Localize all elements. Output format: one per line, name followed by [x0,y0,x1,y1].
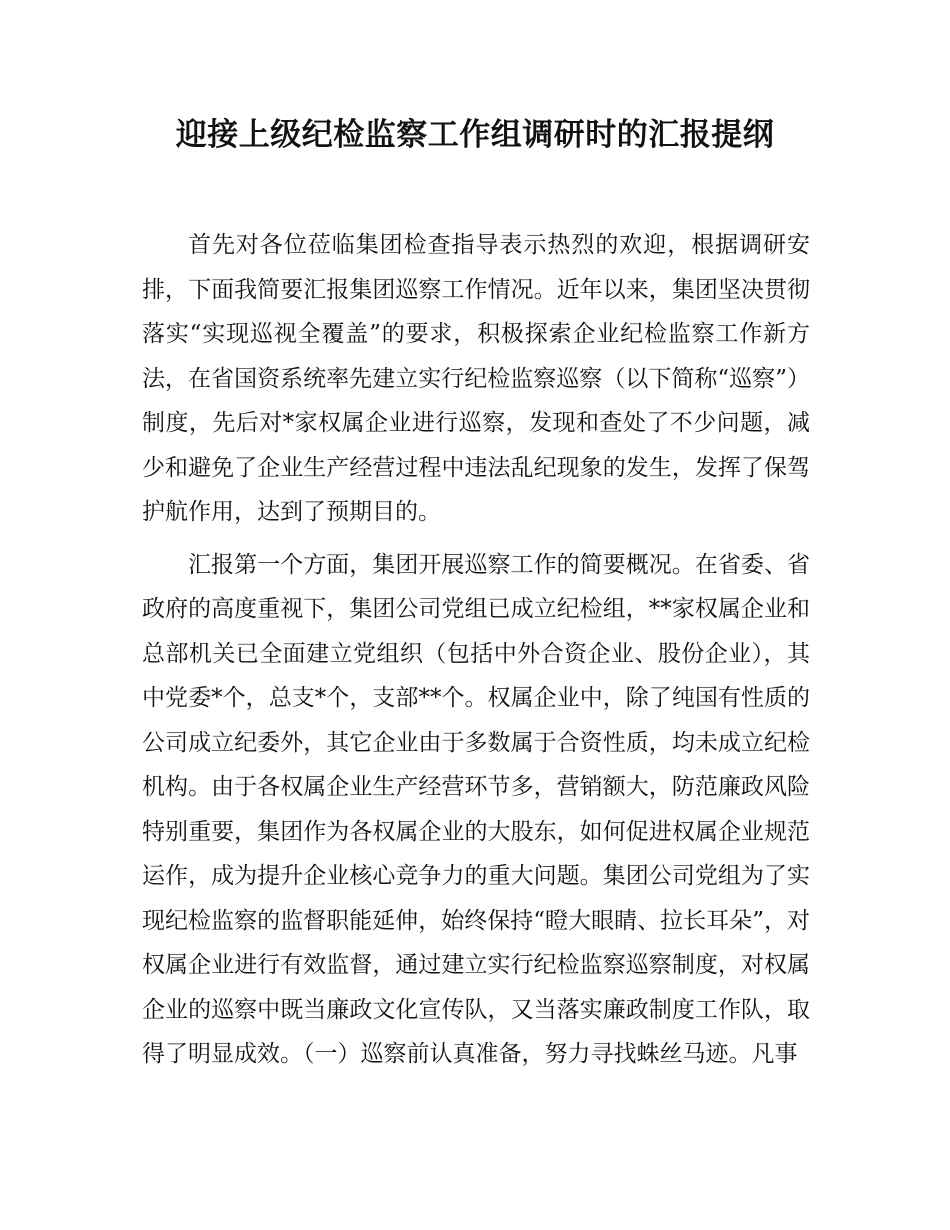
document-body [142,223,810,1077]
paragraph-overview: 汇报第一个方面，集团开展巡察工作的简要概况。在省委、省政府的高度重视下，集团公司党组已成立纪检组，**家权属企业和总部机关已全面建立党组织（包括中外合资企业、股份企业），其中党委*个，总支*个，支部**个。权属企业中，除了纯国有性质的公司成立纪委外，其它企业由于多数属于合资性质，均未成立纪检机构。由于各权属企业生产经营环节多，营销额大，防范廉政风险特别重要，集团作为各权属企业的大股东，如何促进权属企业规范运作，成为提升企业核心竞争力的重大问题。集团公司党组为了实现纪检监察的监督职能延伸，始终保持“瞪大眼睛、拉长耳朵”，对权属企业进行有效监督，通过建立实行纪检监察巡察制度，对权属企业的巡察中既当廉政文化宣传队，又当落实廉政制度工作队，取得了明显成效。（一）巡察前认真准备，努力寻找蛛丝马迹。凡事 [142,551,810,1067]
document-title: 迎接上级纪检监察工作组调研时的汇报提纲 [175,117,775,153]
paragraph-intro: 首先对各位莅临集团检查指导表示热烈的欢迎，根据调研安排，下面我简要汇报集团巡察工作情况。近年以来，集团坚决贯彻落实“实现巡视全覆盖”的要求，积极探索企业纪检监察工作新方法，在省国资系统率先建立实行纪检监察巡察（以下简称“巡察”）制度，先后对*家权属企业进行巡察，发现和查处了不少问题，减少和避免了企业生产经营过程中违法乱纪现象的发生，发挥了保驾护航作用，达到了预期目的。 [142,232,810,525]
